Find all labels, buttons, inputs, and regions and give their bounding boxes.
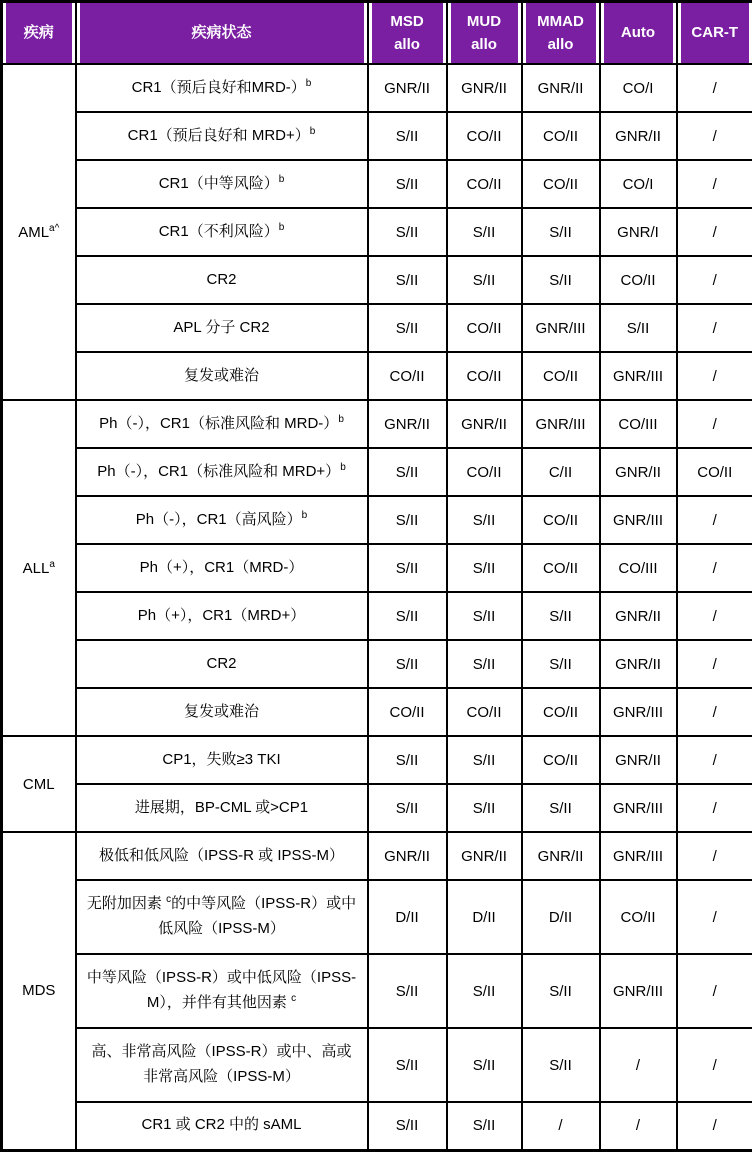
table-row (2, 352, 752, 400)
indication-grade-cell: GNR/II (447, 832, 522, 880)
indication-grade-cell: / (677, 496, 752, 544)
indication-grade-cell: CO/II (677, 448, 752, 496)
indication-grade-cell: GNR/II (368, 400, 447, 448)
column-header-label2: allo (394, 36, 420, 53)
table-row (2, 784, 752, 832)
indication-grade-cell: CO/II (447, 304, 522, 352)
indication-grade-cell: S/II (447, 592, 522, 640)
indication-grade-cell: S/II (447, 496, 522, 544)
state-superscript-note: b (309, 125, 316, 137)
disease-state-cell: 中等风险（IPSS-R）或中低风险（IPSS-M），并伴有其他因素 $^c$ (76, 954, 368, 1028)
indication-grade-cell: S/II (447, 954, 522, 1028)
disease-state-cell: CR2 (76, 256, 368, 304)
disease-state-cell: APL 分子 CR2 (76, 304, 368, 352)
indication-grade-cell: / (677, 832, 752, 880)
disease-state-cell: Ph（-），CR1（高风险）$^b$ (76, 496, 368, 544)
indication-grade-cell: S/II (368, 1102, 447, 1150)
header-cell-fill (604, 3, 673, 63)
indication-grade-cell: / (677, 544, 752, 592)
column-header-label: 疾病状态 (191, 24, 252, 42)
indication-grade-cell: / (600, 1028, 677, 1102)
indication-grade-cell: / (677, 784, 752, 832)
indication-grade-cell: GNR/II (600, 640, 677, 688)
indication-grade-cell: S/II (368, 208, 447, 256)
column-header-msd-allo (368, 2, 447, 65)
indication-grade-cell: S/II (368, 304, 447, 352)
disease-cell-cml: CML (2, 736, 76, 832)
indication-grade-cell: CO/I (600, 64, 677, 112)
disease-state-cell: 进展期，BP-CML 或>CP1 (76, 784, 368, 832)
table-row (2, 112, 752, 160)
disease-state-cell: 极低和低风险（IPSS-R 或 IPSS-M） (76, 832, 368, 880)
table-row (2, 448, 752, 496)
indication-grade-cell: S/II (447, 1028, 522, 1102)
table-body (2, 64, 752, 1150)
column-header-auto (600, 2, 677, 65)
table-row (2, 640, 752, 688)
indication-grade-cell: S/II (368, 954, 447, 1028)
table-row (2, 954, 752, 1028)
header-cell-fill (372, 3, 443, 63)
disease-state-cell: Ph（+），CR1（MRD+） (76, 592, 368, 640)
column-header-label: MMAD (537, 12, 584, 30)
indication-grade-cell: / (677, 688, 752, 736)
indication-grade-cell: S/II (600, 304, 677, 352)
table-row (2, 688, 752, 736)
indication-grade-cell: S/II (447, 208, 522, 256)
indication-grade-cell: CO/II (447, 688, 522, 736)
indication-grade-cell: S/II (522, 1028, 600, 1102)
column-header-car-t (677, 2, 752, 65)
disease-state-cell: Ph（-），CR1（标准风险和 MRD+）$^b$ (76, 448, 368, 496)
column-header-mud-allo (447, 2, 522, 65)
indication-grade-cell: GNR/III (522, 304, 600, 352)
disease-cell-aml: $AML^{a\^{}}$ (2, 64, 76, 400)
indication-grade-cell: GNR/II (600, 448, 677, 496)
indication-grade-cell: C/II (522, 448, 600, 496)
indication-grade-cell: S/II (447, 784, 522, 832)
indication-grade-cell: / (600, 1102, 677, 1150)
indication-grade-cell: GNR/II (368, 64, 447, 112)
indication-grade-cell: / (522, 1102, 600, 1150)
indication-grade-cell: GNR/III (600, 954, 677, 1028)
indication-grade-cell: GNR/II (447, 64, 522, 112)
indication-grade-cell: / (677, 592, 752, 640)
disease-state-cell: 高、非常高风险（IPSS-R）或中、高或非常高风险（IPSS-M） (76, 1028, 368, 1102)
indication-grade-cell: S/II (368, 592, 447, 640)
indication-grade-cell: CO/II (522, 496, 600, 544)
column-header-label2: allo (547, 36, 574, 53)
disease-state-cell: CP1，失败≥3 TKI (76, 736, 368, 784)
indication-grade-cell: / (677, 64, 752, 112)
indication-grade-cell: S/II (368, 256, 447, 304)
state-superscript-note: c (166, 894, 172, 906)
header-cell-fill (526, 3, 596, 63)
indication-grade-cell: CO/II (522, 688, 600, 736)
indication-grade-cell: S/II (522, 592, 600, 640)
indication-grade-cell: S/II (368, 112, 447, 160)
indication-grade-cell: CO/II (600, 256, 677, 304)
disease-state-cell: CR1（不利风险）$^b$ (76, 208, 368, 256)
table-header (2, 2, 752, 65)
indication-grade-cell: CO/II (522, 352, 600, 400)
indication-grade-cell: CO/II (447, 112, 522, 160)
table-row (2, 160, 752, 208)
column-header-label: MSD (390, 12, 424, 30)
indication-grade-cell: CO/III (600, 400, 677, 448)
indication-grade-cell: / (677, 208, 752, 256)
disease-cell-all: ALL$^a$ (2, 400, 76, 736)
indication-grade-cell: / (677, 160, 752, 208)
indication-grade-cell: CO/II (522, 544, 600, 592)
indication-grade-cell: / (677, 736, 752, 784)
indication-grade-cell: / (677, 256, 752, 304)
indication-grade-cell: CO/II (447, 160, 522, 208)
indication-grade-cell: / (677, 112, 752, 160)
indication-grade-cell: S/II (368, 448, 447, 496)
indication-grade-cell: / (677, 400, 752, 448)
table-row (2, 304, 752, 352)
header-cell-fill (681, 3, 750, 63)
header-cell-fill (451, 3, 518, 63)
indication-grade-cell: D/II (522, 880, 600, 954)
indication-grade-cell: GNR/III (600, 496, 677, 544)
indication-grade-cell: CO/II (368, 352, 447, 400)
indication-grade-cell: CO/I (600, 160, 677, 208)
indication-grade-cell: S/II (368, 496, 447, 544)
indication-grade-cell: GNR/II (600, 112, 677, 160)
disease-state-cell: CR2 (76, 640, 368, 688)
indication-grade-cell: S/II (447, 256, 522, 304)
disease-superscript-note: a^ (49, 222, 60, 234)
state-superscript-note: b (305, 77, 312, 89)
column-header-label: CAR-T (691, 24, 739, 42)
indication-grade-cell: S/II (522, 784, 600, 832)
table-row (2, 400, 752, 448)
table-row (2, 832, 752, 880)
indication-grade-cell: GNR/II (368, 832, 447, 880)
indication-grade-cell: GNR/II (522, 832, 600, 880)
indication-grade-cell: CO/II (447, 448, 522, 496)
indication-grade-cell: / (677, 1102, 752, 1150)
column-header-label: Auto (620, 24, 656, 42)
indication-grade-cell: / (677, 880, 752, 954)
indication-grade-cell: CO/II (522, 160, 600, 208)
indication-grade-cell: S/II (368, 160, 447, 208)
disease-state-cell: 复发或难治 (76, 352, 368, 400)
indication-grade-cell: S/II (368, 784, 447, 832)
indication-grade-cell: GNR/III (522, 400, 600, 448)
indication-grade-cell: CO/II (368, 688, 447, 736)
state-superscript-note: b (338, 413, 344, 425)
table-row (2, 1028, 752, 1102)
indication-grade-cell: S/II (447, 544, 522, 592)
disease-state-cell: 复发或难治 (76, 688, 368, 736)
indication-grade-cell: S/II (522, 640, 600, 688)
disease-state-cell: 无附加因素 $^c$的中等风险（IPSS-R）或中低风险（IPSS-M） (76, 880, 368, 954)
indication-grade-cell: S/II (447, 736, 522, 784)
indication-grade-cell: S/II (522, 208, 600, 256)
column-header-label: 疾病 (23, 24, 54, 42)
disease-state-cell: Ph（+），CR1（MRD-） (76, 544, 368, 592)
table-row (2, 1102, 752, 1150)
table-row (2, 544, 752, 592)
column-header-label2: allo (471, 36, 497, 53)
table-row (2, 592, 752, 640)
indication-grade-cell: / (677, 640, 752, 688)
disease-cell-mds: MDS (2, 832, 76, 1150)
header-cell-fill (6, 3, 72, 63)
indication-grade-cell: CO/II (522, 736, 600, 784)
state-superscript-note: b (340, 461, 346, 473)
indication-grade-cell: CO/II (522, 112, 600, 160)
disease-superscript-note: a (49, 558, 55, 570)
indication-grade-cell: / (677, 352, 752, 400)
state-superscript-note: b (278, 173, 285, 185)
state-superscript-note: c (291, 993, 297, 1004)
disease-state-cell: CR1（预后良好和 MRD+）$^b$ (76, 112, 368, 160)
header-row (2, 2, 752, 65)
indication-grade-cell: GNR/III (600, 832, 677, 880)
column-header-disease-state (76, 2, 368, 65)
state-superscript-note: b (278, 221, 285, 233)
indication-grade-cell: D/II (447, 880, 522, 954)
indication-grade-cell: GNR/II (600, 592, 677, 640)
column-header-label: MUD (466, 12, 502, 30)
indication-grade-cell: / (677, 1028, 752, 1102)
table-row (2, 256, 752, 304)
indication-grade-cell: S/II (522, 954, 600, 1028)
indication-grade-cell: S/II (368, 1028, 447, 1102)
indication-grade-cell: / (677, 954, 752, 1028)
indication-grade-cell: S/II (368, 640, 447, 688)
table-row (2, 736, 752, 784)
state-superscript-note: b (301, 509, 308, 521)
indication-grade-cell: GNR/III (600, 352, 677, 400)
disease-state-cell: Ph（-），CR1（标准风险和 MRD-）$^b$ (76, 400, 368, 448)
indication-grade-cell: S/II (522, 256, 600, 304)
column-header-mmad-allo (522, 2, 600, 65)
disease-state-cell: CR1（预后良好和MRD-）$^b$ (76, 64, 368, 112)
indication-grade-cell: CO/III (600, 544, 677, 592)
indication-grade-cell: GNR/I (600, 208, 677, 256)
disease-state-cell: CR1 或 CR2 中的 sAML (76, 1102, 368, 1150)
indication-grade-cell: GNR/II (447, 400, 522, 448)
table-row (2, 64, 752, 112)
indication-grade-cell: GNR/III (600, 688, 677, 736)
indication-grade-cell: S/II (368, 544, 447, 592)
header-cell-fill (80, 3, 364, 63)
indication-grade-cell: S/II (447, 640, 522, 688)
disease-state-cell: CR1（中等风险）$^b$ (76, 160, 368, 208)
indication-grade-cell: S/II (447, 1102, 522, 1150)
indication-grade-cell: GNR/II (522, 64, 600, 112)
indication-grade-cell: CO/II (447, 352, 522, 400)
indication-grade-cell: S/II (368, 736, 447, 784)
indication-grade-cell: CO/II (600, 880, 677, 954)
table-row (2, 880, 752, 954)
indication-grade-cell: / (677, 304, 752, 352)
column-header-disease (2, 2, 76, 65)
indication-grade-cell: GNR/III (600, 784, 677, 832)
table-row (2, 208, 752, 256)
table-row (2, 496, 752, 544)
indication-grade-cell: GNR/II (600, 736, 677, 784)
indication-grade-cell: D/II (368, 880, 447, 954)
